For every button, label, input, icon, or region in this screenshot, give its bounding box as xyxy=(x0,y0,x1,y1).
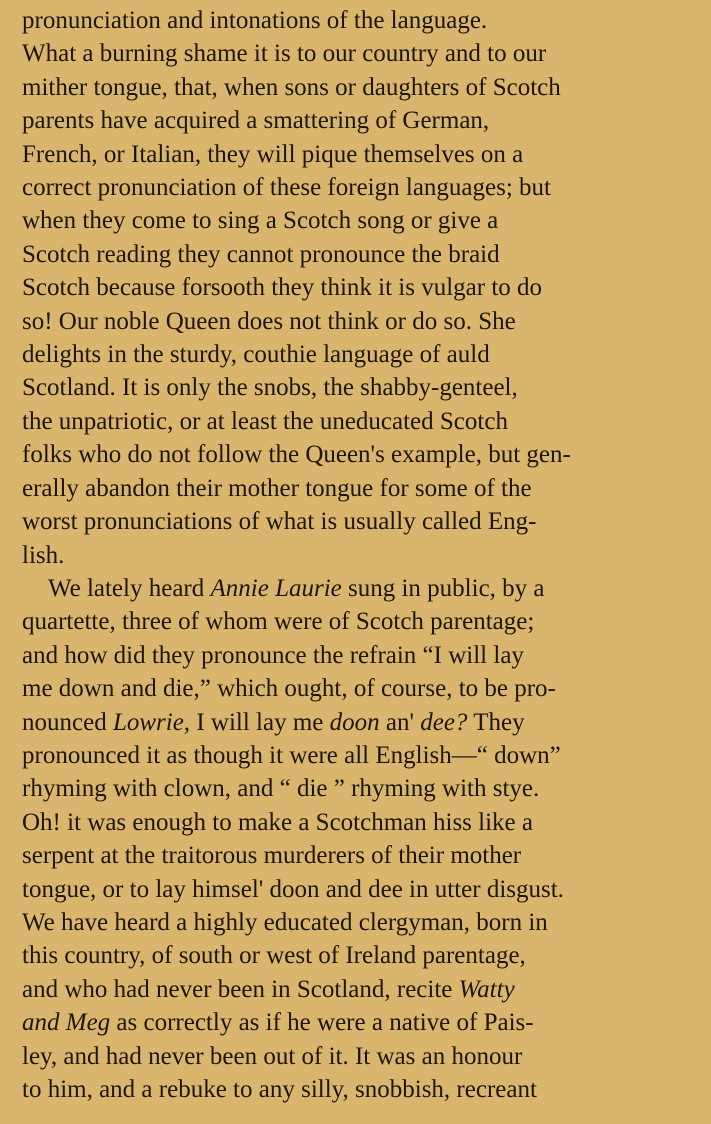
text-line: ley, and had never been out of it. It was an honour xyxy=(22,1042,523,1070)
text-line: lish. xyxy=(22,541,65,569)
paragraph-2 xyxy=(22,572,691,1107)
text-line: this country, of south or west of Ireland parentage, xyxy=(22,942,526,970)
text-line: serpent at the traitorous murderers of their mother xyxy=(22,842,522,870)
text-line: and Meg as correctly as if he were a native of Pais- xyxy=(22,1009,534,1037)
text-line: We have heard a highly educated clergyman, born in xyxy=(22,908,548,936)
italic-text: Annie Laurie xyxy=(210,574,342,602)
text-line: nounced Lowrie, I will lay me doon an' dee? They xyxy=(22,708,525,736)
text-line: Scotch because forsooth they think it is vulgar to do xyxy=(22,274,543,302)
text-line: Scotch reading they cannot pronounce the braid xyxy=(22,240,500,268)
text-line: worst pronunciations of what is usually called Eng- xyxy=(22,508,537,536)
text-line: We lately heard Annie Laurie sung in public, by a xyxy=(48,574,545,602)
text-line: Scotland. It is only the snobs, the shabby-genteel, xyxy=(22,374,518,402)
text-line: pronunciation and intonations of the language. xyxy=(22,7,488,34)
text-line: rhyming with clown, and “ die ” rhyming with stye. xyxy=(22,775,540,803)
text-line: What a burning shame it is to our country and to our xyxy=(22,40,547,68)
text-line: parents have acquired a smattering of German, xyxy=(22,107,490,135)
text-line: when they come to sing a Scotch song or give a xyxy=(22,207,499,235)
paragraph-1 xyxy=(22,4,691,572)
text-line: pronounced it as though it were all English—“ down” xyxy=(22,741,561,769)
italic-text: doon xyxy=(329,708,380,736)
text-line: erally abandon their mother tongue for some of the xyxy=(22,474,532,502)
text-line: me down and die,” which ought, of course, to be pro- xyxy=(22,675,556,703)
italic-text: Watty xyxy=(458,975,515,1003)
italic-text: dee? xyxy=(420,708,468,736)
text-line: French, or Italian, they will pique themselves on a xyxy=(22,140,524,168)
text-line: mither tongue, that, when sons or daughters of Scotch xyxy=(22,73,561,101)
text-line: the unpatriotic, or at least the uneducated Scotch xyxy=(22,407,508,435)
text-line: correct pronunciation of these foreign languages; but xyxy=(22,174,551,202)
text-line: to him, and a rebuke to any silly, snobbish, recreant xyxy=(22,1076,537,1103)
text-line: so! Our noble Queen does not think or do so. She xyxy=(22,307,516,335)
text-line: delights in the sturdy, couthie language of auld xyxy=(22,341,490,369)
text-line: folks who do not follow the Queen's example, but gen- xyxy=(22,441,571,469)
text-line: and how did they pronounce the refrain “I will lay xyxy=(22,641,524,669)
text-line: and who had never been in Scotland, recite Watty xyxy=(22,975,515,1003)
text-line: Oh! it was enough to make a Scotchman hiss like a xyxy=(22,808,533,836)
text-line: quartette, three of whom were of Scotch parentage; xyxy=(22,608,535,636)
text-line: tongue, or to lay himsel' doon and dee in utter disgust. xyxy=(22,875,564,903)
italic-text: Lowrie, xyxy=(112,708,191,736)
italic-text: and Meg xyxy=(22,1009,111,1037)
